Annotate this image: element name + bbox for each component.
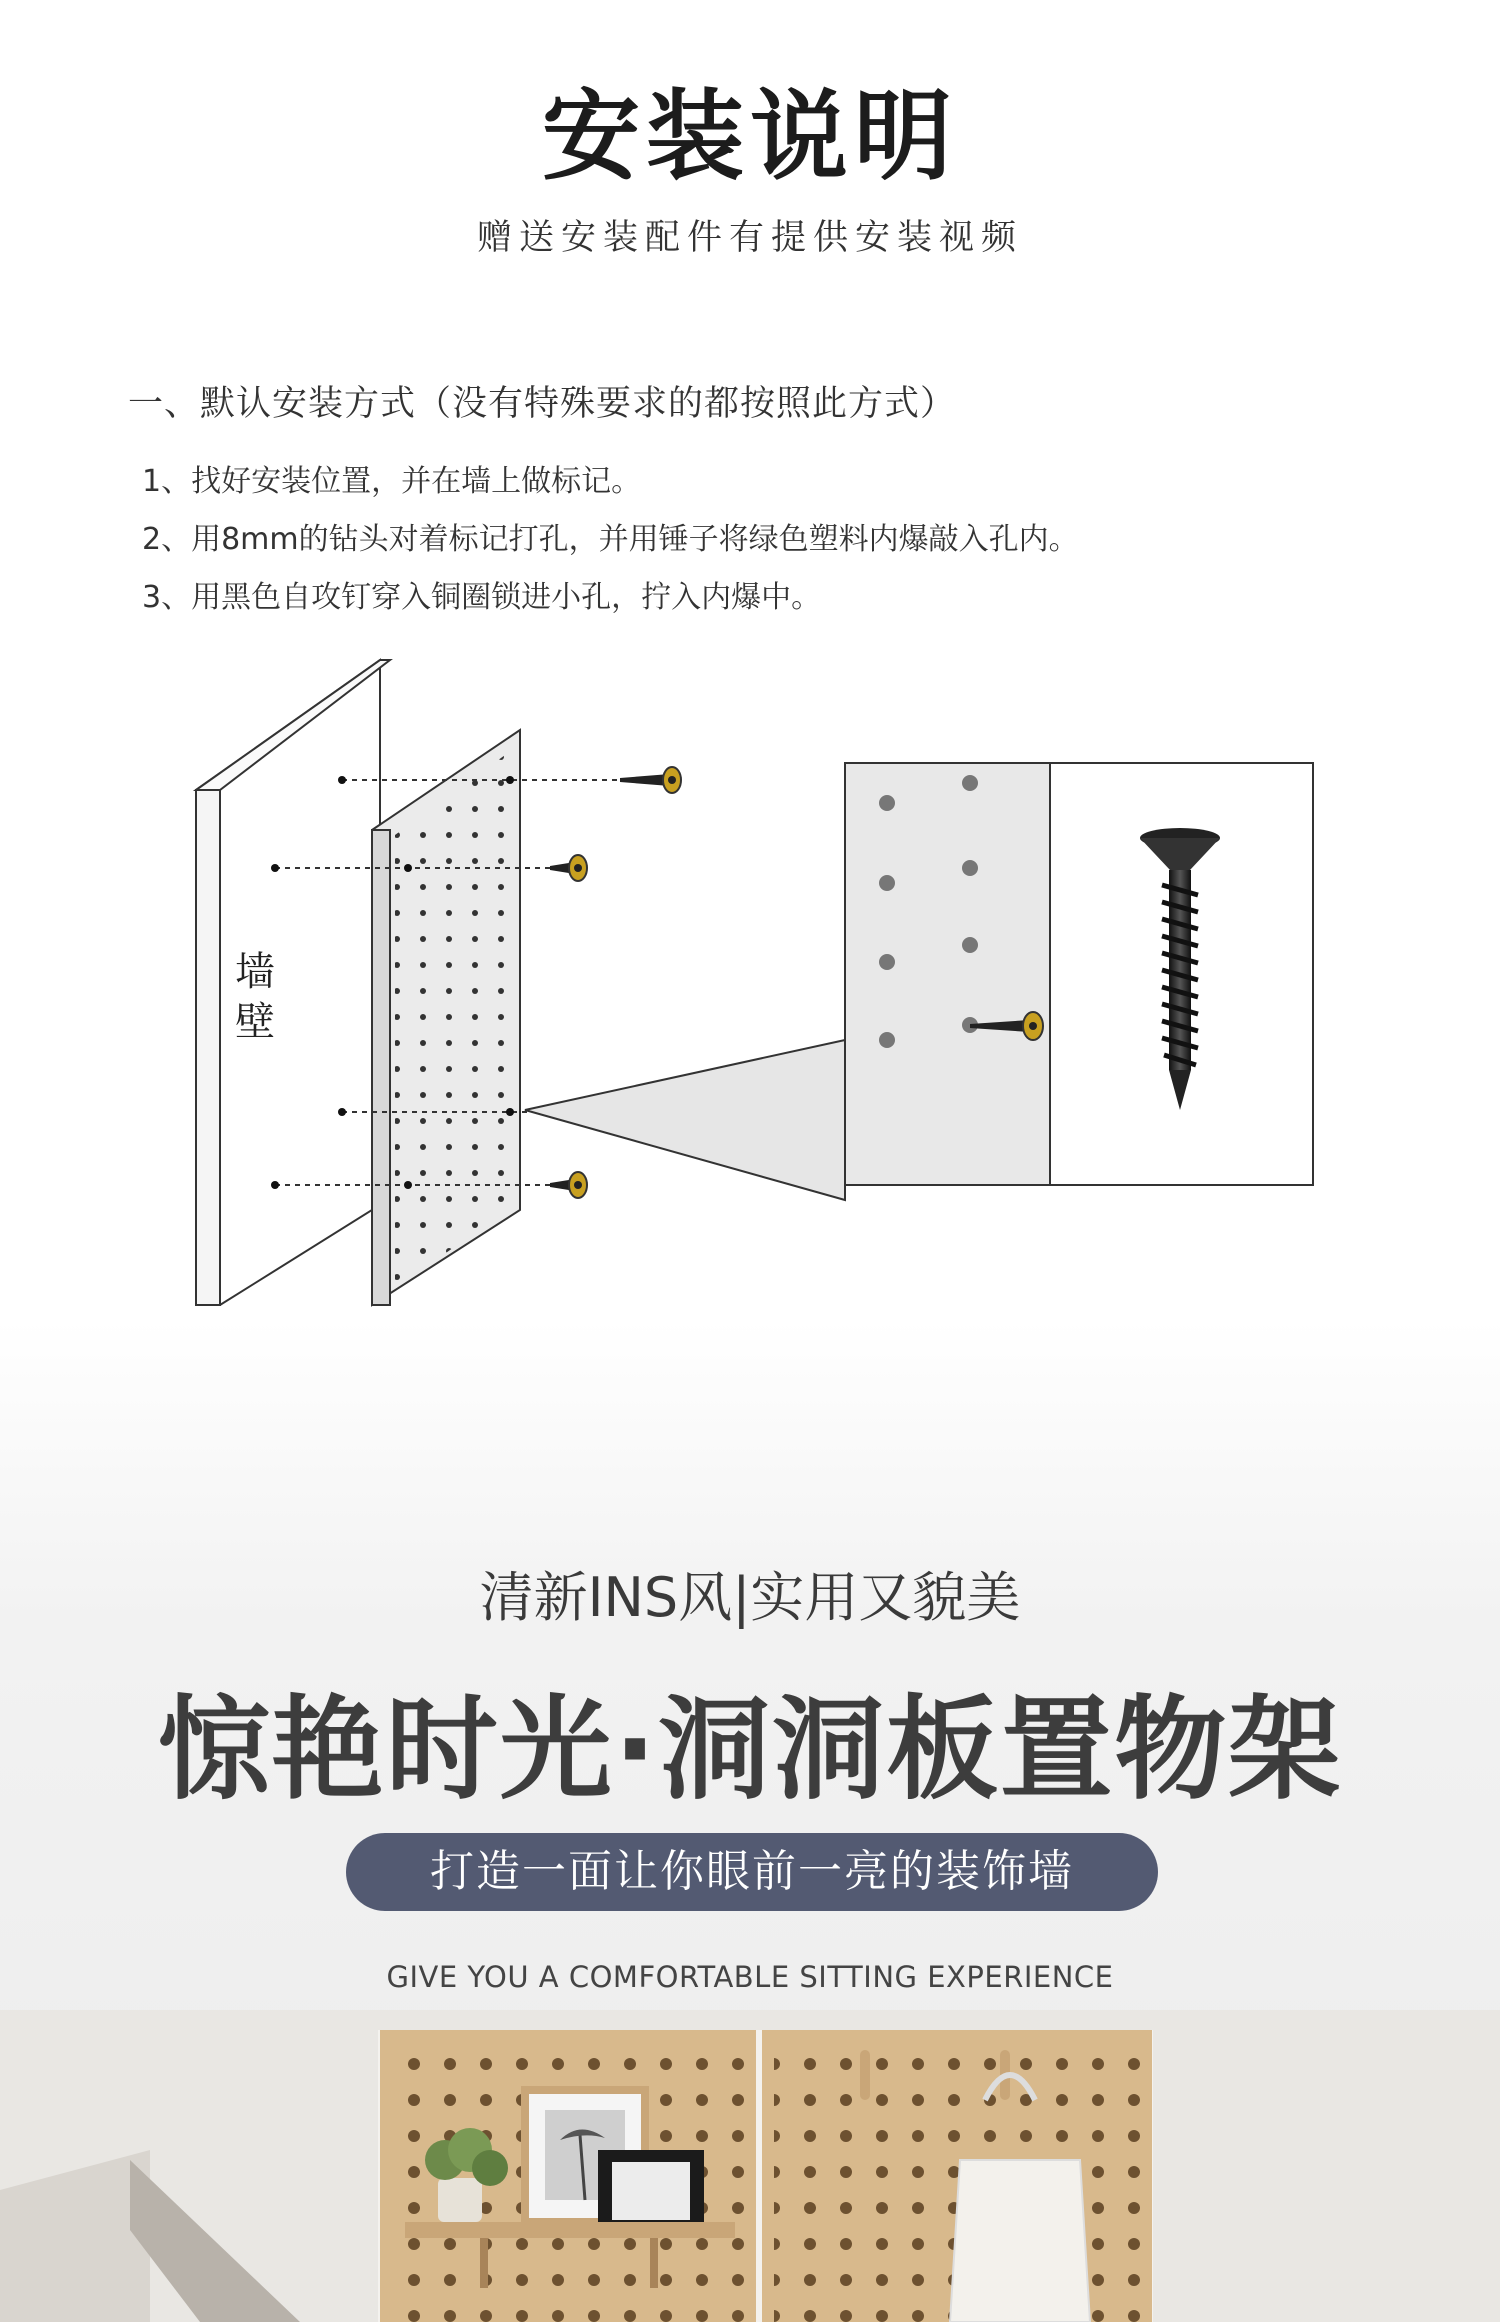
promo-pill-banner: 打造一面让你眼前一亮的装饰墙 — [346, 1833, 1158, 1911]
detail-pegboard — [845, 763, 1050, 1185]
promo-english-caption: GIVE YOU A COMFORTABLE SITTING EXPERIENCE — [386, 1960, 1114, 1994]
wall-label-char: 壁 — [235, 999, 275, 1045]
wall-label-char: 墙 — [235, 949, 275, 995]
step-list — [142, 462, 1079, 636]
step-item: 1、找好安装位置，并在墙上做标记。 — [142, 464, 642, 499]
step-item: 2、用8mm的钻头对着标记打孔，并用锤子将绿色塑料内爆敲入孔内。 — [142, 522, 1079, 557]
pegboard-panel — [372, 730, 520, 1305]
promo-tagline: 清新INS风|实用又貌美 — [479, 1566, 1021, 1629]
screw-icon — [550, 855, 587, 881]
page-subtitle: 赠送安装配件有提供安装视频 — [476, 218, 1023, 258]
screw-icon — [550, 1172, 587, 1198]
wall-panel — [196, 660, 390, 1305]
product-photo — [0, 2010, 1500, 2322]
black-frame — [598, 2150, 704, 2232]
section-heading: 一、默认安装方式（没有特殊要求的都按照此方式） — [128, 384, 957, 424]
installation-diagram — [150, 640, 1330, 1320]
promo-headline: 惊艳时光·洞洞板置物架 — [157, 1685, 1343, 1815]
step-item: 3、用黑色自攻钉穿入铜圈锁进小孔，拧入内爆中。 — [142, 580, 822, 615]
wood-shelf — [405, 2222, 735, 2238]
page-title: 安装说明 — [541, 80, 958, 194]
screw-icon — [620, 767, 681, 793]
